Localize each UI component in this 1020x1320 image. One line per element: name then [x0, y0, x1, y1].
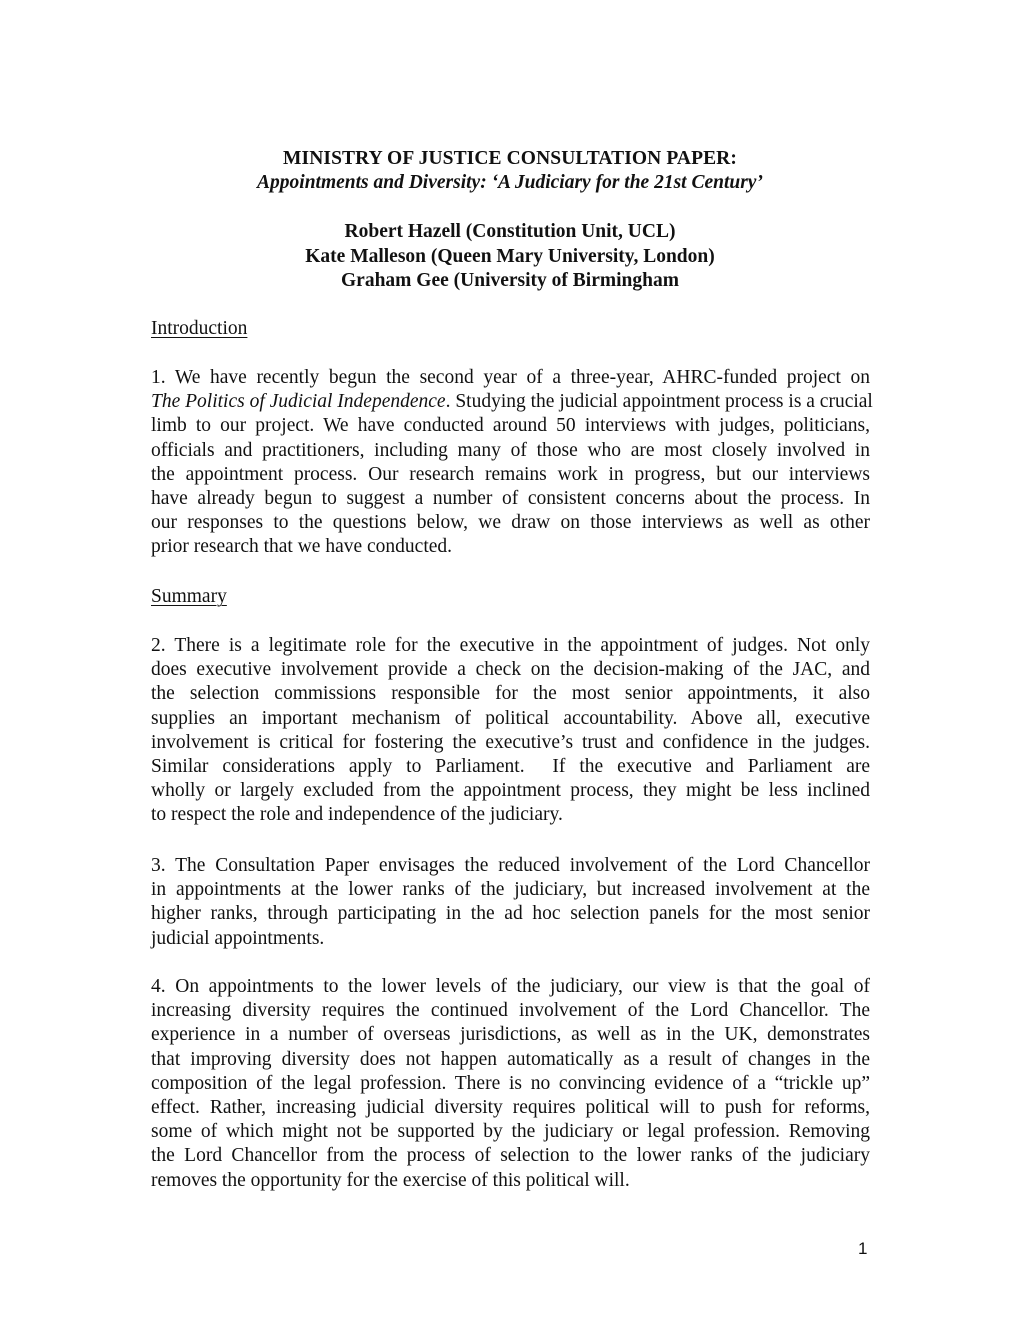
document-subtitle: Appointments and Diversity: ‘A Judiciary for the 21st Century’ [257, 172, 763, 193]
paragraph-line: the Lord Chancellor from the process of selection to the lower ranks of the judiciary [151, 1145, 870, 1167]
paragraph-line: supplies an important mechanism of political accountability. Above all, executive [151, 707, 870, 729]
document-title: MINISTRY OF JUSTICE CONSULTATION PAPER: [283, 148, 737, 169]
section-heading-introduction: Introduction [151, 318, 248, 339]
paragraph-line: in appointments at the lower ranks of the judiciary, but increased involvement at the [151, 879, 870, 901]
paragraph-line: 1. We have recently begun the second year of a three-year, AHRC-funded project on [151, 367, 870, 388]
paragraph-line: judicial appointments. [151, 927, 325, 949]
paragraph-line: experience in a number of overseas jurisdictions, as well as in the UK, demonstrates [151, 1024, 870, 1046]
paragraph-line: the selection commissions responsible for the most senior appointments, it also [151, 683, 870, 705]
author-gee: Graham Gee (University of Birmingham [341, 270, 679, 291]
paragraph-line: that improving diversity does not happen automatically as a result of changes in the [151, 1048, 870, 1070]
paragraph-line: involvement is critical for fostering the executive’s trust and confidence in the judges. [151, 731, 870, 753]
paragraph-1 [151, 366, 873, 560]
paragraph-line: 3. The Consultation Paper envisages the reduced involvement of the Lord Chancellor [151, 855, 870, 876]
paragraph-line: removes the opportunity for the exercise of this political will. [151, 1169, 630, 1191]
paragraph-line: have already begun to suggest a number of consistent concerns about the process. In [151, 487, 870, 509]
paragraph-line: effect. Rather, increasing judicial diversity requires political will to push for reforms, [151, 1096, 870, 1118]
paragraph-line: Similar considerations apply to Parliament. If the executive and Parliament are [151, 755, 870, 777]
paragraph-4 [151, 975, 870, 1193]
author-malleson: Kate Malleson (Queen Mary University, London) [305, 245, 715, 267]
paragraph-line: does executive involvement provide a check on the decision-making of the JAC, and [151, 659, 870, 681]
paragraph-line: to respect the role and independence of the judiciary. [151, 804, 563, 826]
paragraph-line: The Politics of Judicial Independence. Studying the judicial appointment process is a crucial [151, 391, 873, 413]
paragraph-line: increasing diversity requires the continued involvement of the Lord Chancellor. The [151, 1000, 870, 1022]
paragraph-line: officials and practitioners, including many of those who are most closely involved in [151, 439, 870, 461]
author-list [150, 220, 870, 294]
paragraph-line: higher ranks, through participating in the ad hoc selection panels for the most senior [151, 903, 870, 925]
paragraph-line: some of which might not be supported by the judiciary or legal profession. Removing [151, 1121, 870, 1143]
paragraph-line: the appointment process. Our research remains work in progress, but our interviews [151, 463, 870, 485]
paragraph-3 [151, 854, 870, 951]
paragraph-line: 4. On appointments to the lower levels of the judiciary, our view is that the goal of [151, 976, 870, 997]
paragraph-line: 2. There is a legitimate role for the executive in the appointment of judges. Not only [151, 635, 870, 656]
project-title: The Politics of Judicial Independence [151, 391, 446, 413]
paragraph-line: composition of the legal profession. There is no convincing evidence of a “trickle up” [151, 1072, 870, 1094]
paragraph-line: our responses to the questions below, we draw on those interviews as well as other [151, 512, 870, 534]
paragraph-line: limb to our project. We have conducted around 50 interviews with judges, politicians, [151, 415, 870, 437]
author-hazell: Robert Hazell (Constitution Unit, UCL) [344, 221, 676, 242]
paragraph-2 [151, 634, 870, 828]
page-number: 1 [858, 1239, 868, 1258]
paragraph-line: wholly or largely excluded from the appointment process, they might be less inclined [151, 780, 870, 802]
section-heading-summary: Summary [151, 586, 227, 607]
paragraph-line: prior research that we have conducted. [151, 536, 453, 558]
